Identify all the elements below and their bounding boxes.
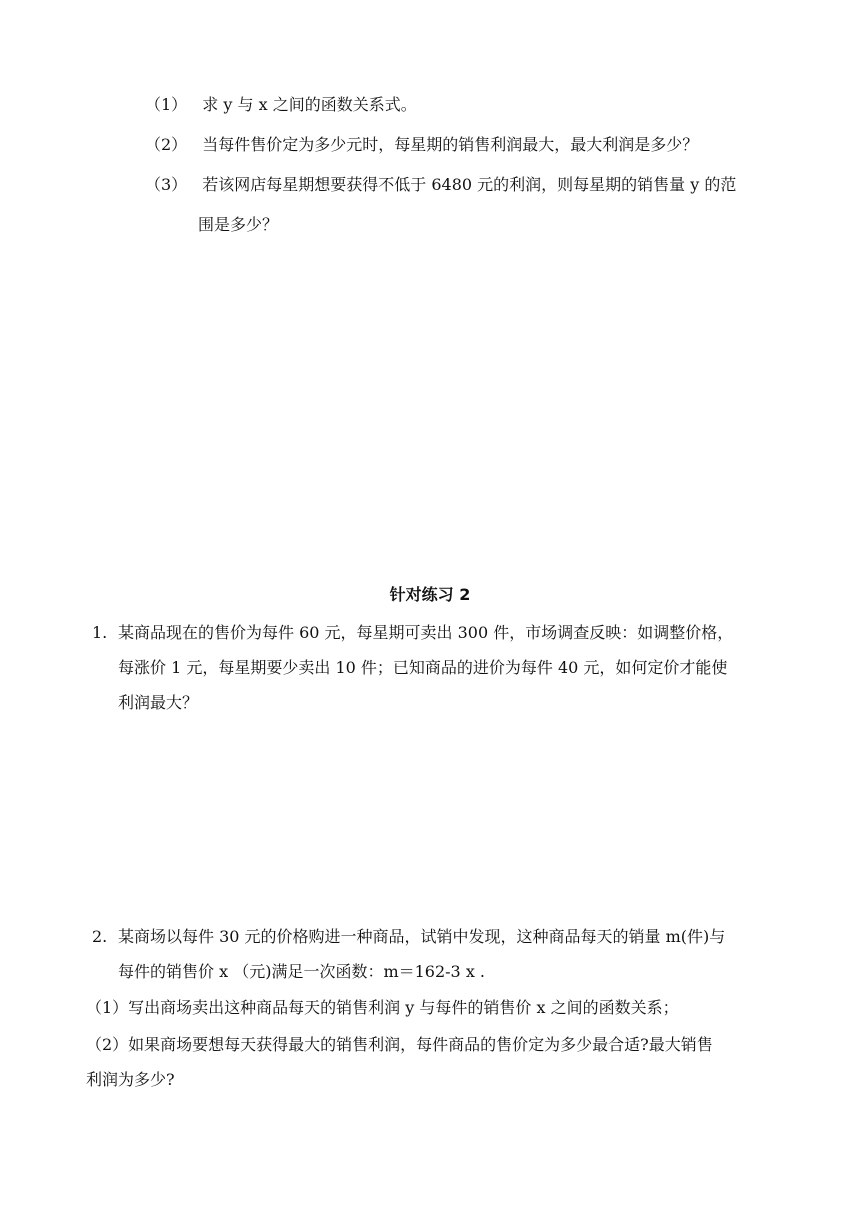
subquestion-2: [145, 134, 698, 156]
subquestion-3-continuation: 围是多少？: [198, 215, 279, 234]
question-1-number: 1.: [92, 623, 108, 642]
question-2-subquestion-2-line-2: 利润为多少?: [86, 1070, 175, 1089]
question-2-subquestion-2-line-1: （2）如果商场要想每天获得最大的销售利润，每件商品的售价定为多少最合适?最大销售: [86, 1035, 713, 1054]
subquestion-2-text: 当每件售价定为多少元时，每星期的销售利润最大，最大利润是多少？: [202, 135, 699, 154]
subquestion-2-number: （2）: [145, 135, 188, 154]
subquestion-3: [145, 174, 736, 196]
question-2-line-2: 每件的销售价 x （元)满足一次函数：m＝162-3 x .: [118, 962, 486, 981]
question-1-line-2: 每涨价 1 元，每星期要少卖出 10 件；已知商品的进价为每件 40 元，如何定价才能使: [118, 658, 728, 677]
question-1-line-1: 某商品现在的售价为每件 60 元，每星期可卖出 300 件，市场调查反映：如调整价格，: [118, 623, 734, 642]
question-2-line-1: 某商场以每件 30 元的价格购进一种商品，试销中发现，这种商品每天的销量 m(件)与: [118, 927, 726, 946]
section-title: 针对练习 2: [389, 585, 471, 604]
question-2-number: 2.: [92, 927, 108, 946]
subquestion-1: [145, 94, 417, 116]
subquestion-3-number: （3）: [145, 175, 188, 194]
question-1-line-3: 利润最大？: [118, 693, 199, 712]
question-2-subquestion-1: （1）写出商场卖出这种商品每天的销售利润 y 与每件的销售价 x 之间的函数关系；: [86, 998, 679, 1017]
subquestion-1-text: 求 y 与 x 之间的函数关系式。: [202, 95, 417, 114]
subquestion-1-number: （1）: [145, 95, 188, 114]
subquestion-3-text: 若该网店每星期想要获得不低于 6480 元的利润，则每星期的销售量 y 的范: [202, 175, 737, 194]
